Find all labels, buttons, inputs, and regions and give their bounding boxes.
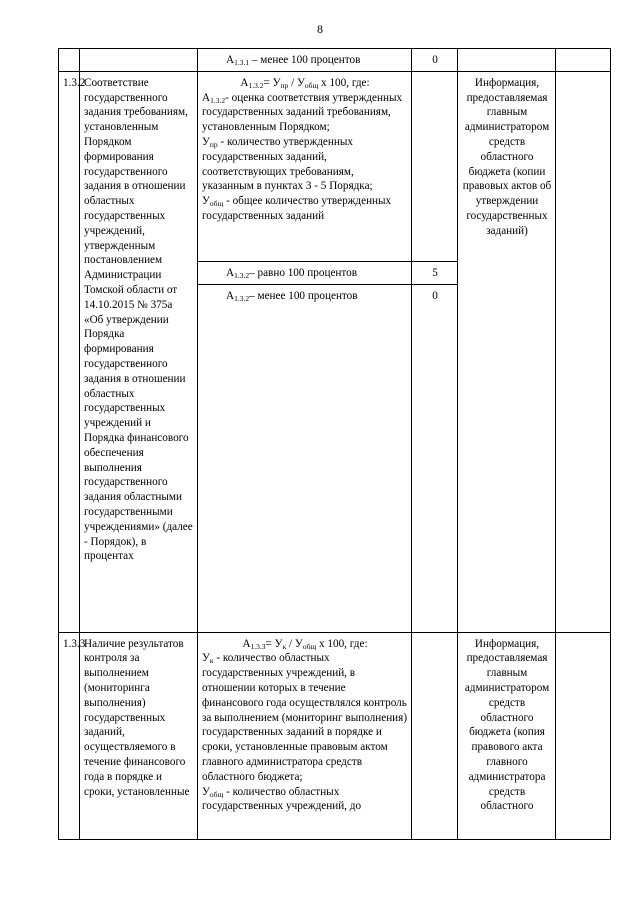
formula-legend-controlled: $У_к$ - количество областных государственных учреждений, в отношении которых в течение финансового года осуществлялся контроль за выполнением (мониторинг выполнения) государственных заданий в порядке и сроки, установленные правовым актом главного администратора средств областного бюджета; (202, 652, 408, 783)
page-number: 8 (317, 22, 323, 36)
condition-text: $А_{1.3.2}-$ менее 100 процентов (226, 289, 358, 303)
source-cell: Информация, предоставляемая главным администратором средств областного бюджета (копии правовых актов об утверждении государственных заданий) (458, 71, 556, 632)
score-cell: 0 (412, 49, 458, 72)
formula-legend-a: $А_{1.3.2}-$ оценка соответствия утвержденных государственных заданий требованиям, установленным Порядком; (202, 91, 403, 134)
condition-text: $А_{1.3.1}$ – менее 100 процентов (226, 54, 361, 67)
condition-cell (198, 261, 412, 284)
criterion-cell: Соответствие государственного задания требованиям, установленным Порядком формирования государственного задания в отношении областных государственных учреждений, утвержденным постановлением Администрации Томской области от 14.10.2015 № 375а «Об утверждении Порядка формирования государственного задания в отношении областных государственных учреждений и Порядка финансового обеспечения выполнения государственного задания областными государственными учреждениями» (далее - Порядок), в процентах (80, 71, 198, 632)
criterion-cell: Наличие результатов контроля за выполнением (мониторинга выполнения) государственных заданий, осуществляемого в течение финансового года в порядке и сроки, установленные (80, 632, 198, 839)
formula-cell (198, 71, 412, 261)
criteria-table (58, 48, 611, 840)
score-cell (412, 632, 458, 839)
formula-legend-total: $У_{общ}$ - количество областных государственных учреждений, до (202, 785, 362, 813)
formula: $А_{1.3.2}= У_{пр} / У_{общ}$ x 100, где: (240, 76, 370, 90)
formula-cell (198, 632, 412, 839)
score-cell (412, 71, 458, 261)
extra-cell (556, 632, 611, 839)
source-cell: Информация, предоставляемая главным администратором средств областного бюджета (копия правового акта главного администратора средств областного (458, 632, 556, 839)
row-num-cell: 1.3.3 (59, 632, 80, 839)
row-num-cell: 1.3.2 (59, 71, 80, 632)
condition-cell (198, 49, 412, 72)
score-cell: 0 (412, 284, 458, 632)
table-row (59, 49, 611, 72)
extra-cell (556, 49, 611, 72)
formula: $А_{1.3.3}= У_к / У_{общ}$ x 100, где: (242, 637, 368, 651)
condition-cell (198, 284, 412, 632)
extra-cell (556, 71, 611, 632)
table-row (59, 632, 611, 839)
criterion-cell (80, 49, 198, 72)
source-cell (458, 49, 556, 72)
score-cell: 5 (412, 261, 458, 284)
formula-legend-y: $У_{пр}$ - количество утвержденных государственных заданий, соответствующих требованиям, указанным в пунктах 3 - 5 Порядка; (202, 135, 373, 193)
formula-legend-total: $У_{общ}$ - общее количество утвержденных государственных заданий (202, 195, 392, 222)
row-num-cell (59, 49, 80, 72)
condition-text: $А_{1.3.2}-$ равно 100 процентов (226, 266, 358, 280)
table-row (59, 71, 611, 261)
